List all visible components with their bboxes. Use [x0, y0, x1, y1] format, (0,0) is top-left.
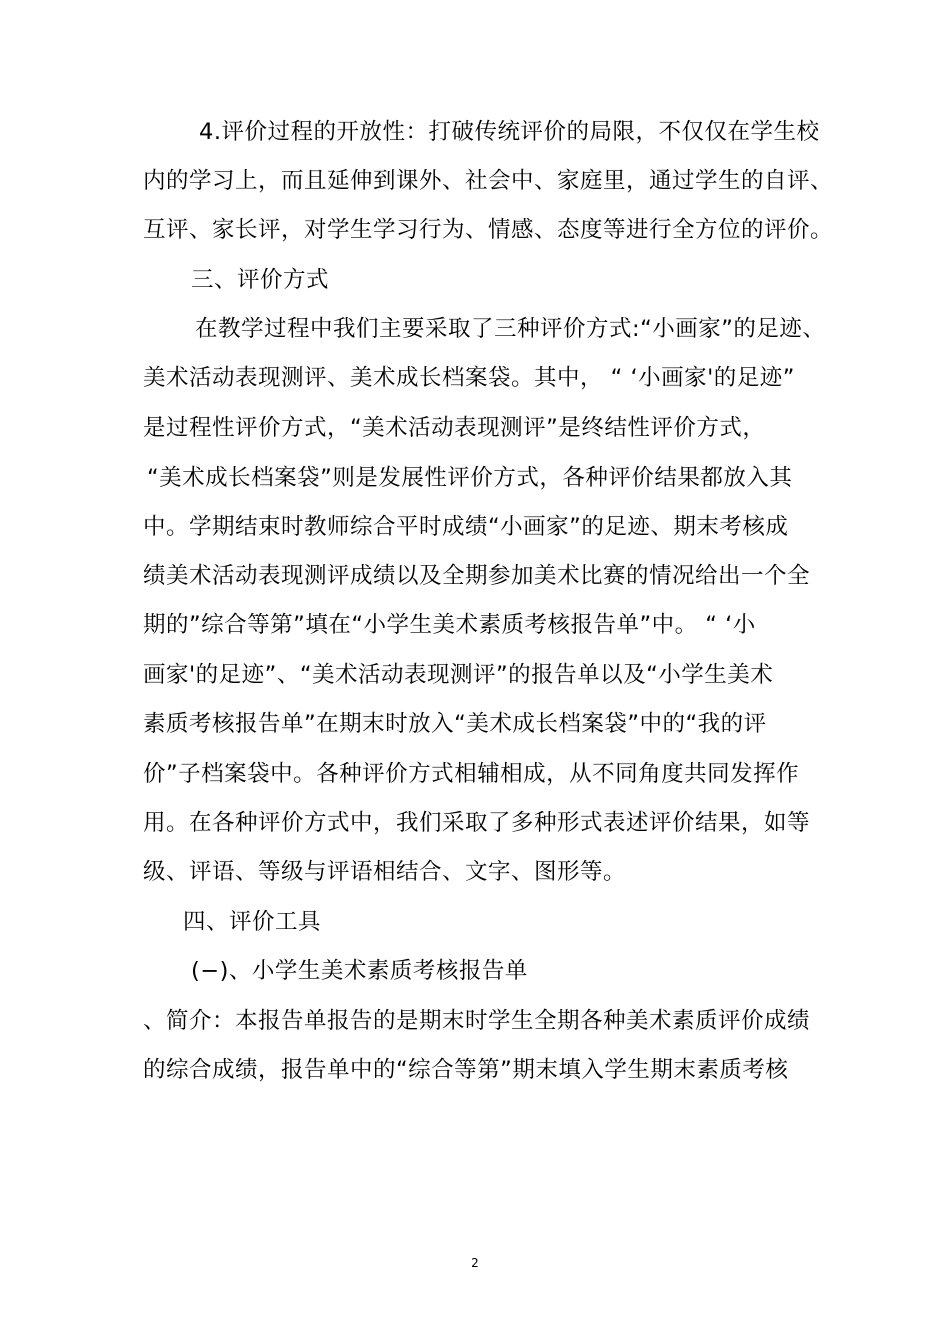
- paragraph-line: 中。学期结束时教师综合平时成绩“小画家”的足迹、期末考核成: [143, 514, 789, 540]
- paragraph-line: 用。在各种评价方式中，我们采取了多种形式表述评价结果，如等: [143, 810, 811, 836]
- paragraph-line: 互评、家长评，对学生学习行为、情感、态度等进行全方位的评价。: [143, 217, 834, 243]
- paragraph-line: 美术活动表现测评、美术成长档案袋。其中， “ ‘小画家'的足迹”: [143, 365, 795, 391]
- paragraph-line: 级、评语、等级与评语相结合、文字、图形等。: [143, 859, 627, 885]
- subsection-heading: (−)、小学生美术素质考核报告单: [191, 958, 528, 984]
- paragraph-line: 、简介：本报告单报告的是期末时学生全期各种美术素质评价成绩: [143, 1008, 811, 1034]
- paragraph-line: 内的学习上，而且延伸到课外、社会中、家庭里，通过学生的自评、: [143, 168, 834, 194]
- page-number: 2: [471, 1256, 479, 1270]
- paragraph-line: 素质考核报告单”在期末时放入“美术成长档案袋”中的“我的评: [143, 711, 767, 737]
- paragraph-line: 4.评价过程的开放性：打破传统评价的局限，不仅仅在学生校: [199, 119, 820, 145]
- section-heading: 三、评价方式: [191, 267, 330, 293]
- paragraph-line: 绩美术活动表现测评成绩以及全期参加美术比赛的情况给出一个全: [143, 563, 811, 589]
- paragraph-line: 是过程性评价方式，“美术活动表现测评”是终结性评价方式，: [143, 415, 766, 441]
- paragraph-line: 画家'的足迹”、“美术活动表现测评”的报告单以及“小学生美术: [143, 662, 774, 688]
- section-heading: 四、评价工具: [183, 909, 322, 935]
- paragraph-line: “美术成长档案袋”则是发展性评价方式，各种评价结果都放入其: [147, 465, 793, 491]
- paragraph-line: 的综合成绩，报告单中的“综合等第”期末填入学生期末素质考核: [143, 1057, 789, 1083]
- paragraph-line: 期的”综合等第”填在“小学生美术素质考核报告单”中。 “ ‘小: [143, 612, 756, 638]
- paragraph-line: 在教学过程中我们主要采取了三种评价方式:“小画家”的足迹、: [195, 316, 826, 342]
- paragraph-line: 价”子档案袋中。各种评价方式相辅相成，从不同角度共同发挥作: [143, 761, 800, 787]
